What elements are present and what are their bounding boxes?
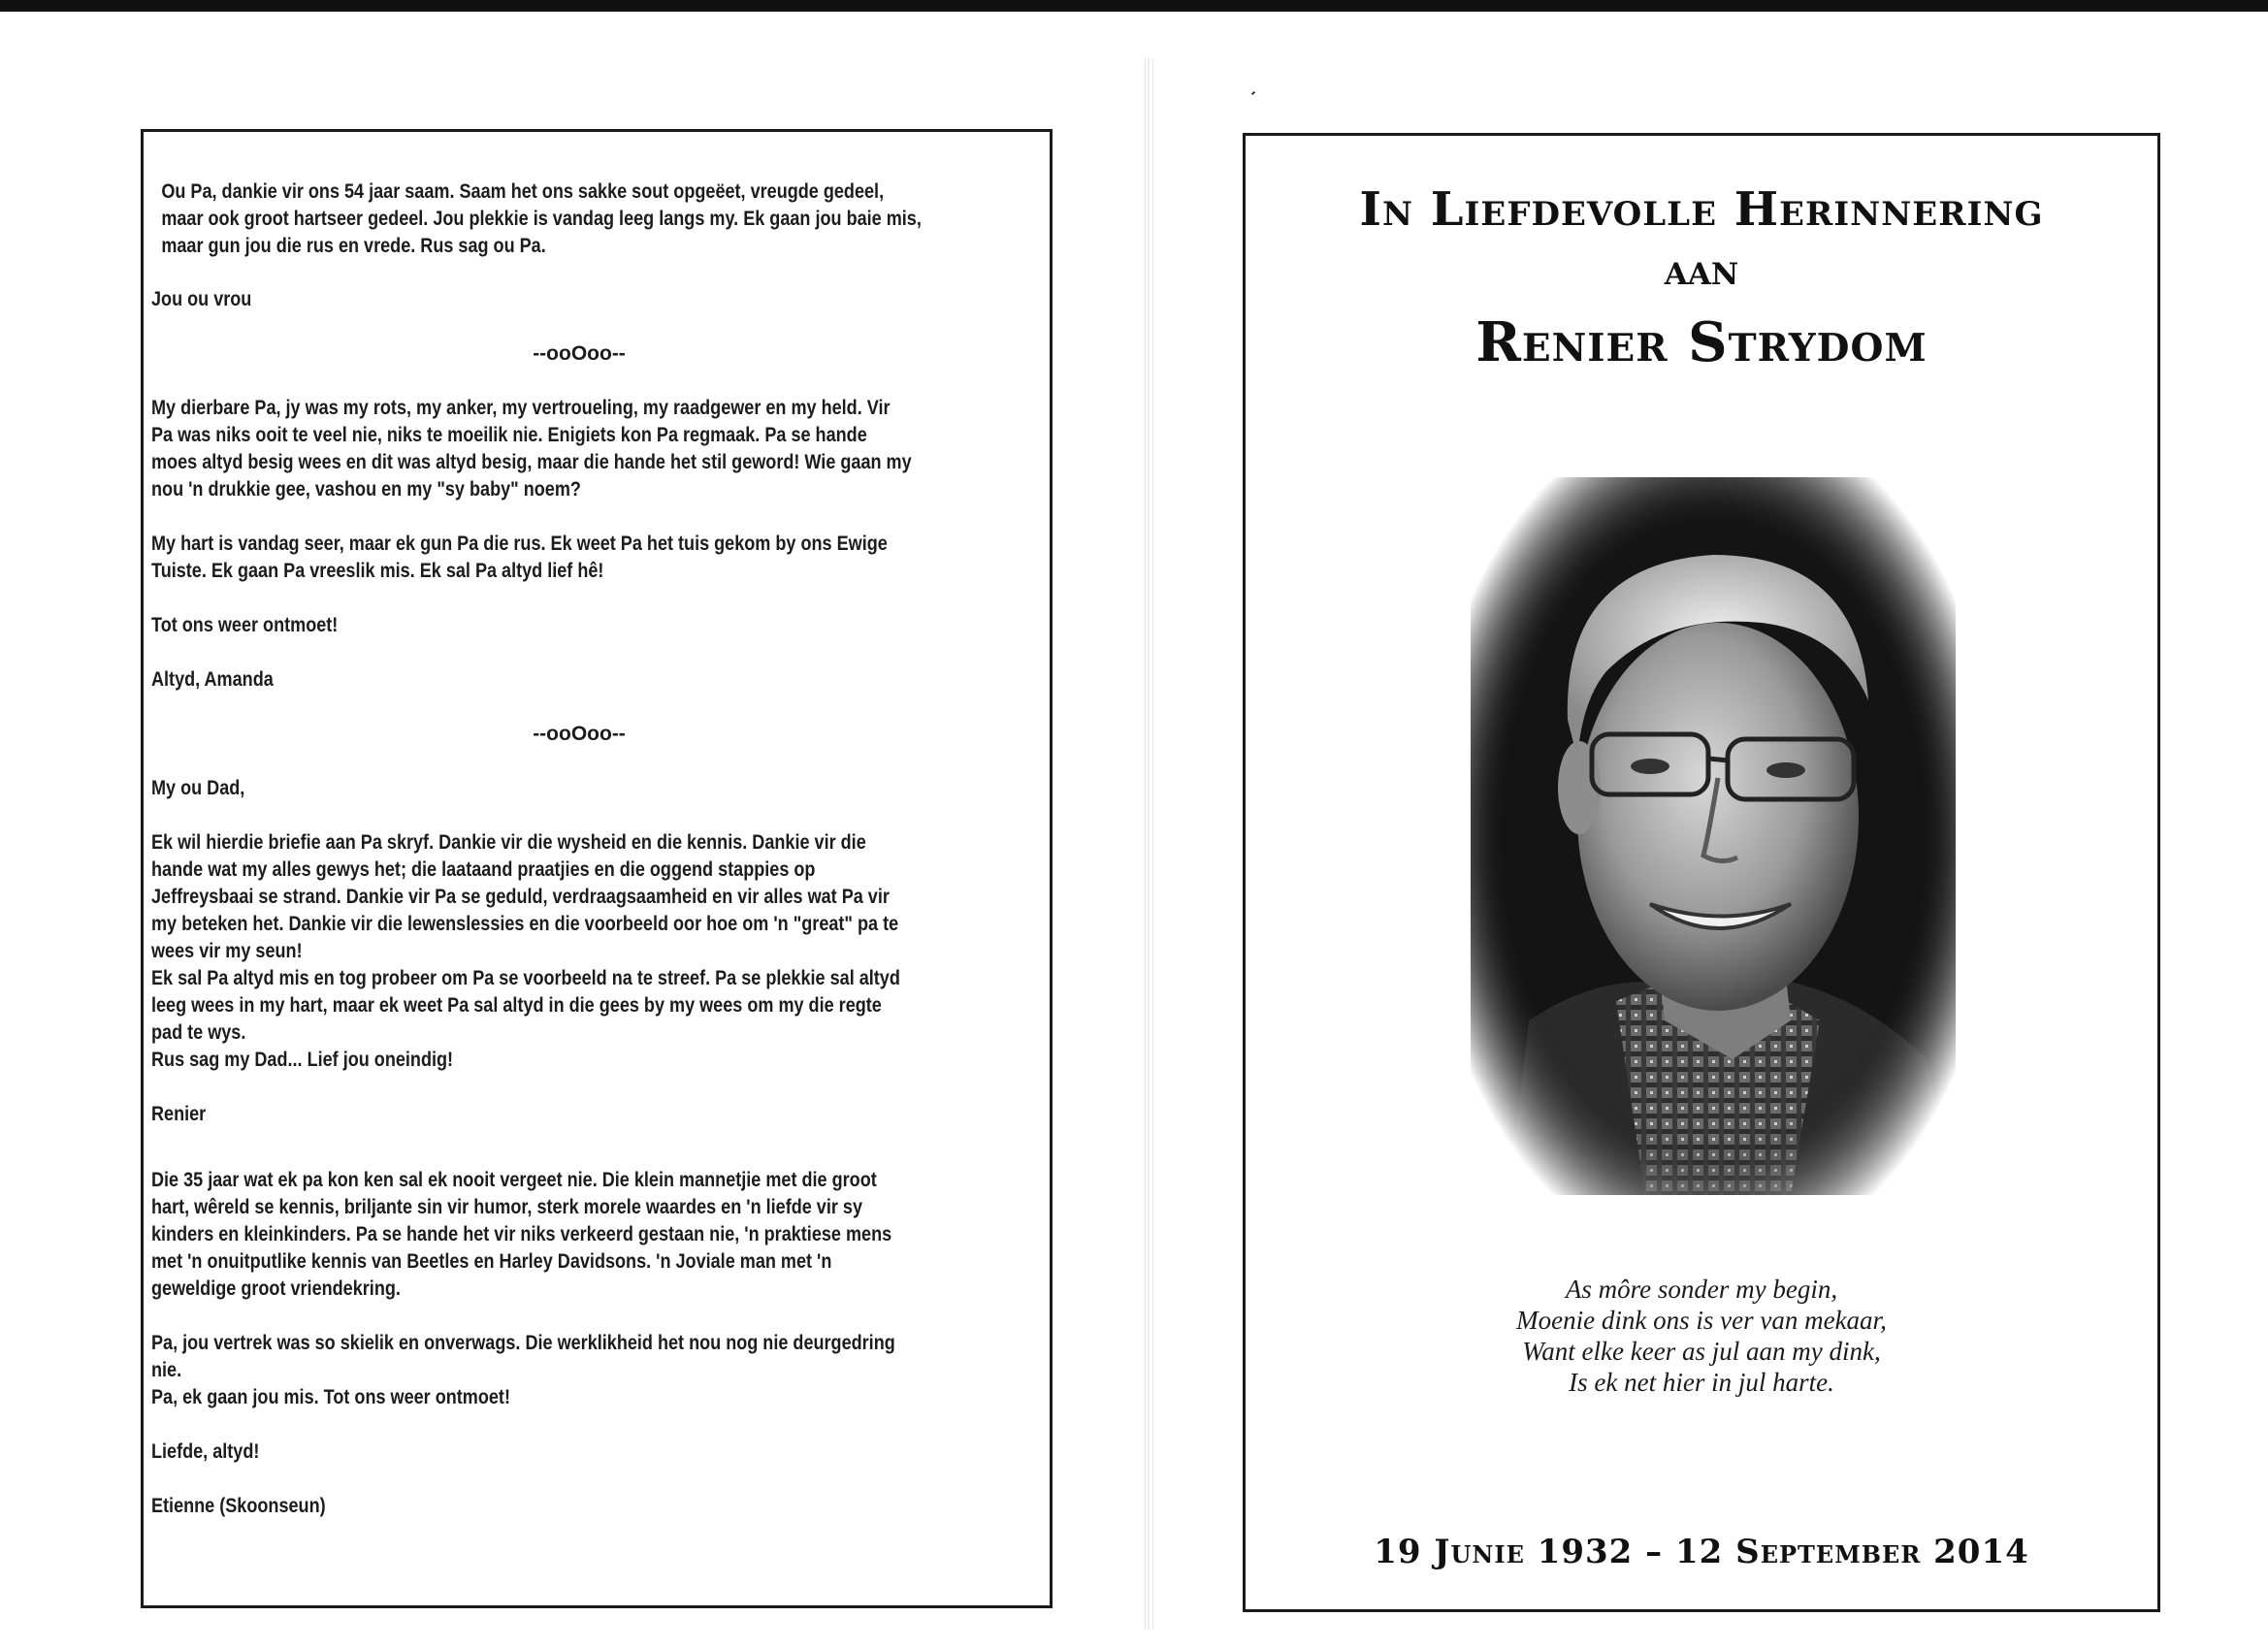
separator: --ooOoo-- bbox=[533, 723, 626, 745]
poem-line: As môre sonder my begin, bbox=[1565, 1275, 1838, 1304]
letter-greeting: My ou Dad, bbox=[151, 777, 245, 799]
cover-frame bbox=[1243, 133, 2160, 1612]
deceased-name: Renier Strydom bbox=[1475, 310, 1928, 374]
separator: --ooOoo-- bbox=[533, 342, 626, 365]
poem-line: Is ek net hier in jul harte. bbox=[1569, 1368, 1834, 1397]
page-fold bbox=[1148, 58, 1150, 1630]
letter-signoff: Altyd, Amanda bbox=[151, 668, 274, 691]
letter-paragraph: Tot ons weer ontmoet! bbox=[151, 614, 339, 636]
letter-paragraph: Ek sal Pa altyd mis en tog probeer om Pa se voorbeeld na te streef. Pa se plekkie sal altyd leeg wees in my hart, maar ek weet Pa sal altyd in die gees by my wees om my die regte pad te wys. bbox=[151, 967, 900, 1044]
letters-frame bbox=[141, 129, 1053, 1608]
poem-line: Want elke keer as jul aan my dink, bbox=[1522, 1337, 1881, 1366]
letter-signoff: Renier bbox=[151, 1103, 207, 1125]
portrait-image bbox=[1471, 477, 1956, 1195]
scan-top-edge bbox=[0, 0, 2268, 12]
memorial-poem bbox=[1246, 1274, 2157, 1398]
life-dates: 19 Junie 1932 – 12 September 2014 bbox=[1374, 1533, 2029, 1571]
letter-paragraph: My hart is vandag seer, maar ek gun Pa die rus. Ek weet Pa het tuis gekom by ons Ewige Tuiste. Ek gaan Pa vreeslik mis. Ek sal Pa altyd lief hê! bbox=[151, 533, 888, 582]
letter-paragraph: Ou Pa, dankie vir ons 54 jaar saam. Saam het ons sakke sout opgeëet, vreugde gedeel, maar ook groot hartseer gedeel. Jou plekkie is vandag leeg langs my. Ek gaan jou baie mis, maar gun jou die rus en vrede. Rus sag ou Pa. bbox=[161, 180, 922, 257]
poem-line: Moenie dink ons is ver van mekaar, bbox=[1516, 1306, 1887, 1335]
letter-paragraph: My dierbare Pa, jy was my rots, my anker, my vertroueling, my raadgewer en my held. Vir Pa was niks ooit te veel nie, niks te moeilik nie. Enigiets kon Pa regmaak. Pa se hande moes altyd besig wees en dit was altyd besig, maar die hande het stil geword! Wie gaan my nou 'n drukkie gee, vashou en my "sy baby" noem? bbox=[151, 397, 912, 501]
letter-paragraph: Ek wil hierdie briefie aan Pa skryf. Dankie vir die wysheid en die kennis. Dankie vir die hande wat my alles gewys het; die laataand praatjies en die oggend stappies op Jeffreysbaai se strand. Dankie vir Pa se geduld, verdraagsaamheid en vir alles wat Pa vir my beteken het. Dankie vir die lewenslessies en die voorbeeld oor hoe om 'n "great" pa te wees vir my seun! bbox=[151, 831, 899, 962]
letter-signoff: Etienne (Skoonseun) bbox=[151, 1495, 326, 1517]
letters-body bbox=[144, 132, 1046, 1547]
letter-signoff: Liefde, altyd! bbox=[151, 1440, 260, 1463]
cover-subtitle: aan bbox=[1664, 245, 1739, 295]
letter-paragraph: Rus sag my Dad... Lief jou oneindig! bbox=[151, 1049, 454, 1071]
letter-signoff: Jou ou vrou bbox=[151, 288, 252, 310]
letter-paragraph: Pa, ek gaan jou mis. Tot ons weer ontmoet! bbox=[151, 1386, 510, 1408]
letter-paragraph: Pa, jou vertrek was so skielik en onverwags. Die werklikheid het nou nog nie deurgedring nie. bbox=[151, 1332, 895, 1381]
letter-paragraph: Die 35 jaar wat ek pa kon ken sal ek nooit vergeet nie. Die klein mannetjie met die groot hart, wêreld se kennis, briljante sin vir humor, sterk morele waardes en 'n liefde vir sy kinders en kleinkinders. Pa se hande het vir niks verkeerd gestaan nie, 'n praktiese mens met 'n onuitputlike kennis van Beetles en Harley Davidsons. 'n Joviale man met 'n geweldige groot vriendekring. bbox=[151, 1169, 892, 1300]
portrait-photo bbox=[1471, 477, 1956, 1195]
cover-title: In Liefdevolle Herinnering bbox=[1359, 182, 2044, 237]
